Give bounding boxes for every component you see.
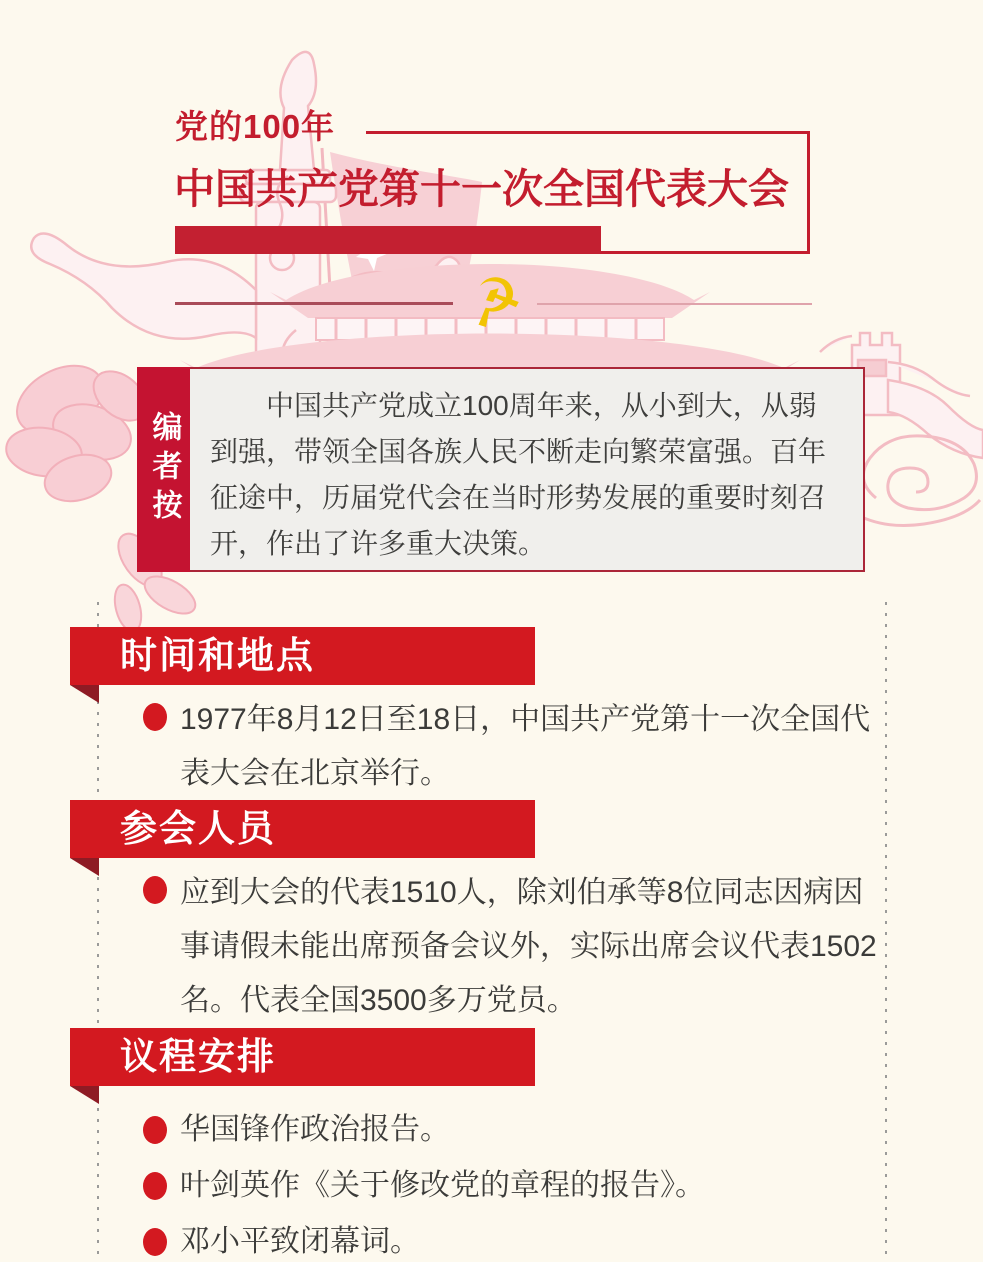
- series-label: 党的100年: [175, 108, 336, 145]
- editor-note-label: 编者按: [137, 367, 190, 572]
- bullet-item: [143, 1108, 880, 1152]
- editor-note-text: 中国共产党成立100周年来，从小到大，从弱到强，带领全国各族人民不断走向繁荣富强。百年征途中，历届党代会在当时形势发展的重要时刻召开，作出了许多重大决策。: [210, 390, 827, 559]
- bullet-item: [143, 1164, 880, 1208]
- title-underline-bar: [175, 226, 601, 254]
- bullet-item: [143, 866, 880, 1028]
- bullet-item: [143, 693, 880, 801]
- bullet-text: 应到大会的代表1510人，除刘伯承等8位同志因病因事请假未能出席预备会议外，实际出席会议代表1502名。代表全国3500多万党员。: [180, 876, 877, 1017]
- bullet-dot-icon: [143, 703, 167, 731]
- bullet-dot-icon: [143, 1116, 167, 1144]
- page-title: 中国共产党第十一次全国代表大会: [174, 166, 789, 212]
- dotted-margin-right: [885, 602, 887, 1262]
- title-box-border-top: [366, 131, 810, 134]
- bullet-dot-icon: [143, 876, 167, 904]
- bullet-list: [143, 1108, 880, 1262]
- bullet-text: 华国锋作政治报告。: [180, 1113, 450, 1146]
- bullet-item: [143, 1220, 880, 1262]
- bullet-text: 邓小平致闭幕词。: [180, 1225, 420, 1258]
- bullet-list: [143, 693, 880, 811]
- bullet-dot-icon: [143, 1172, 167, 1200]
- section-heading-ribbon: 时间和地点: [70, 627, 535, 685]
- bullet-dot-icon: [143, 1228, 167, 1256]
- editor-note-box: [190, 367, 865, 572]
- bullet-list: [143, 866, 880, 1038]
- divider-line-right: [537, 303, 812, 305]
- hammer-and-sickle-icon: ☭: [457, 258, 533, 345]
- ribbon-fold: [70, 858, 99, 876]
- ribbon-fold: [70, 1086, 99, 1104]
- ribbon-fold: [70, 685, 99, 703]
- section-heading-ribbon: 参会人员: [70, 800, 535, 858]
- divider-line-left: [175, 302, 453, 305]
- bullet-text: 1977年8月12日至18日，中国共产党第十一次全国代表大会在北京举行。: [180, 703, 871, 790]
- bullet-text: 叶剑英作《关于修改党的章程的报告》。: [180, 1169, 705, 1202]
- section-heading-ribbon: 议程安排: [70, 1028, 535, 1086]
